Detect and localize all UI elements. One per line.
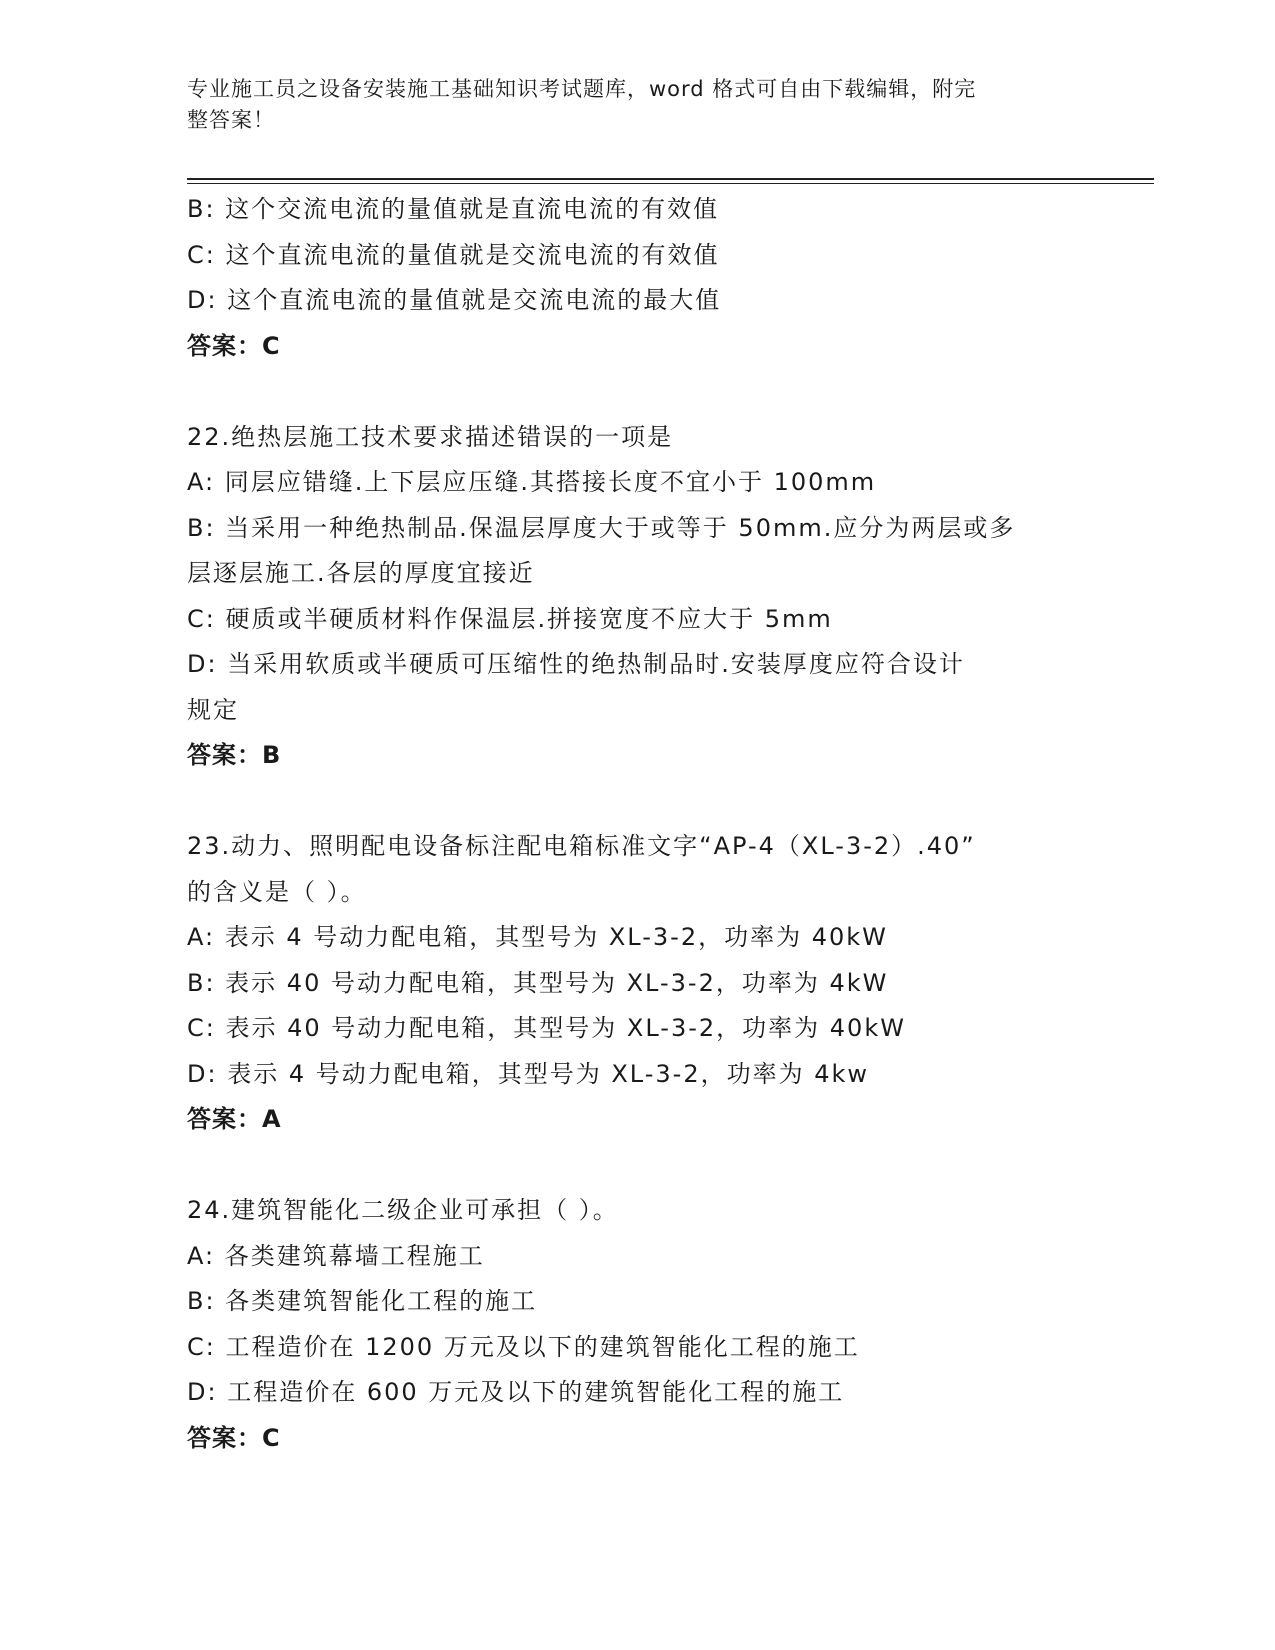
q24-answer: 答案：C bbox=[187, 1423, 281, 1452]
q21-answer: 答案：C bbox=[187, 331, 281, 360]
q24-option-c: C: 工程造价在 1200 万元及以下的建筑智能化工程的施工 bbox=[187, 1332, 860, 1361]
q22-option-b-line-2: 层逐层施工.各层的厚度宜接近 bbox=[187, 559, 535, 587]
q24-option-b: B: 各类建筑智能化工程的施工 bbox=[187, 1287, 538, 1315]
q22-option-b-line-1: B: 当采用一种绝热制品.保温层厚度大于或等于 50mm.应分为两层或多 bbox=[187, 513, 1016, 542]
q21-option-d: D: 这个直流电流的量值就是交流电流的最大值 bbox=[187, 286, 722, 314]
q24-question: 24.建筑智能化二级企业可承担（ ）。 bbox=[187, 1196, 619, 1224]
header-divider-thin bbox=[187, 183, 1154, 184]
spacer bbox=[187, 1143, 1087, 1189]
question-block-22 bbox=[187, 415, 1087, 779]
document-header bbox=[187, 74, 1087, 136]
q22-option-c: C: 硬质或半硬质材料作保温层.拼接宽度不应大于 5mm bbox=[187, 604, 833, 633]
header-intro-line-1: 专业施工员之设备安装施工基础知识考试题库，word 格式可自由下载编辑，附完 bbox=[187, 77, 977, 101]
q23-answer: 答案：A bbox=[187, 1105, 282, 1133]
header-divider-thick bbox=[187, 178, 1154, 180]
q23-question-line-1: 23.动力、照明配电设备标注配电箱标准文字“AP-4（XL-3-2）.40” bbox=[187, 832, 976, 860]
spacer bbox=[187, 369, 1087, 415]
q24-option-d: D: 工程造价在 600 万元及以下的建筑智能化工程的施工 bbox=[187, 1378, 845, 1406]
q24-option-a: A: 各类建筑幕墙工程施工 bbox=[187, 1241, 485, 1270]
question-list bbox=[187, 187, 1087, 1461]
q23-option-a: A: 表示 4 号动力配电箱，其型号为 XL-3-2，功率为 40kW bbox=[187, 923, 888, 951]
question-block-24 bbox=[187, 1188, 1087, 1461]
spacer bbox=[187, 779, 1087, 825]
q22-answer: 答案：B bbox=[187, 741, 282, 769]
q22-option-d-line-2: 规定 bbox=[187, 695, 239, 724]
question-block-23 bbox=[187, 824, 1087, 1143]
q22-option-a: A: 同层应错缝.上下层应压缝.其搭接长度不宜小于 100mm bbox=[187, 468, 877, 496]
q21-option-c: C: 这个直流电流的量值就是交流电流的有效值 bbox=[187, 240, 720, 269]
q22-option-d-line-1: D: 当采用软质或半硬质可压缩性的绝热制品时.安装厚度应符合设计 bbox=[187, 650, 965, 678]
q23-option-c: C: 表示 40 号动力配电箱，其型号为 XL-3-2，功率为 40kW bbox=[187, 1014, 906, 1042]
q21-option-b: B: 这个交流电流的量值就是直流电流的有效值 bbox=[187, 195, 720, 223]
question-block-21 bbox=[187, 187, 1087, 369]
q22-question: 22.绝热层施工技术要求描述错误的一项是 bbox=[187, 422, 674, 451]
header-intro-line-2: 整答案！ bbox=[187, 108, 275, 132]
q23-option-d: D: 表示 4 号动力配电箱，其型号为 XL-3-2，功率为 4kw bbox=[187, 1059, 870, 1088]
q23-question-line-2: 的含义是（ ）。 bbox=[187, 877, 367, 906]
q23-option-b: B: 表示 40 号动力配电箱，其型号为 XL-3-2，功率为 4kW bbox=[187, 968, 889, 997]
